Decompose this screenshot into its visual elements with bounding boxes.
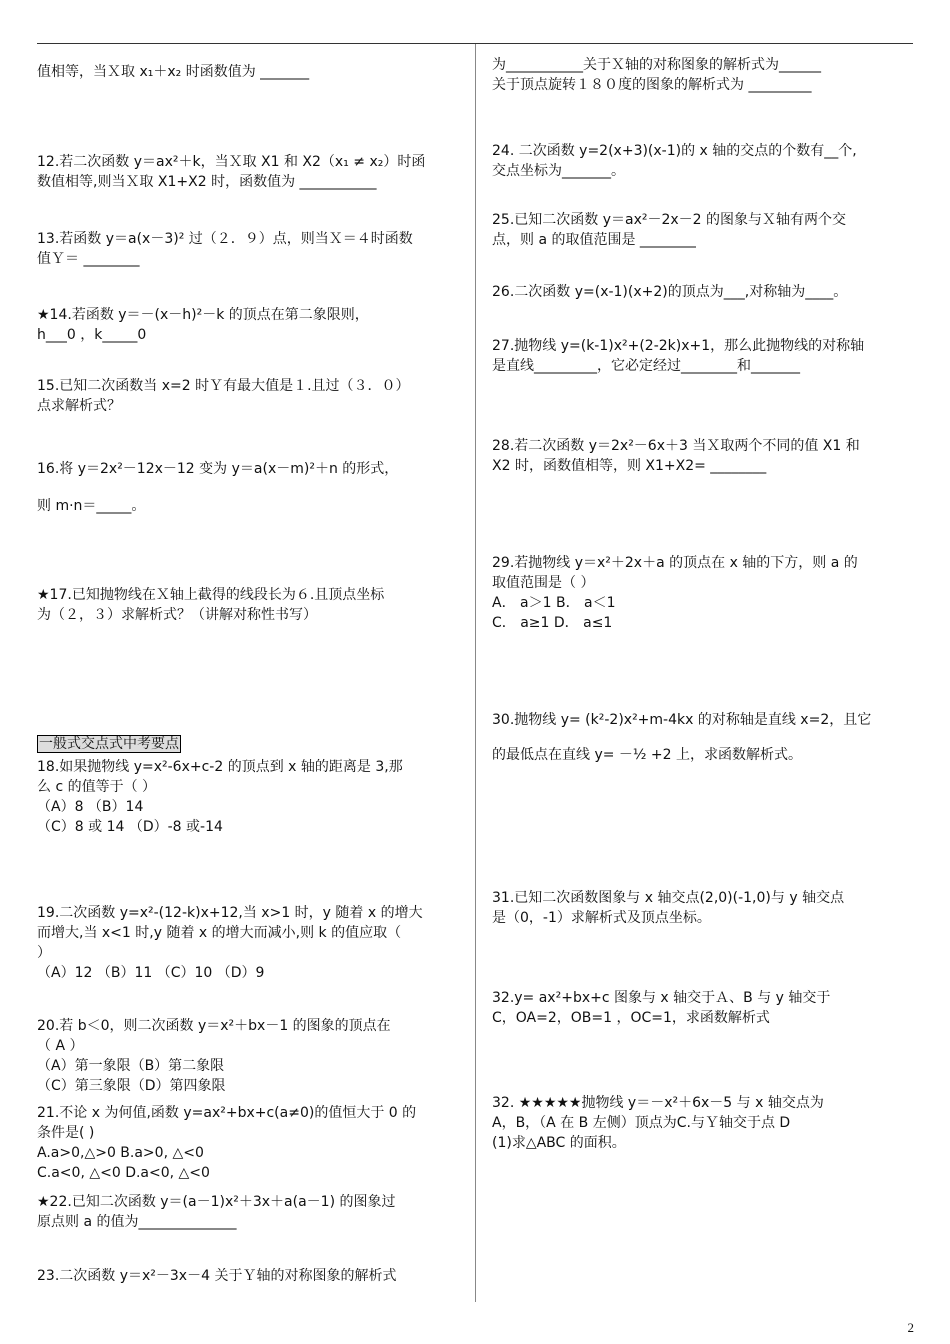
page-number: 2 <box>907 1320 914 1335</box>
section-title: 一般式交点式中考要点 <box>39 736 179 752</box>
question-line: 而增大,当 x<1 时,y 随着 x 的增大而减小,则 k 的值应取（ <box>37 925 402 941</box>
question-line: 的最低点在直线 y= －½ +2 上，求函数解析式。 <box>492 747 803 763</box>
question-item <box>37 376 410 416</box>
question-line: 原点则 a 的值为______________ <box>37 1214 237 1230</box>
question-item <box>492 436 860 476</box>
question-line: 30.抛物线 y= (k²-2)x²+m-4kx 的对称轴是直线 x=2，且它 <box>492 712 872 728</box>
question-line: ★14.若函数 y＝－(x－h)²－k 的顶点在第二象限则， <box>37 307 369 323</box>
question-line: 16.将 y＝2x²－12x－12 变为 y＝a(x－m)²＋n 的形式， <box>37 461 399 477</box>
question-line: 是直线_________，它必定经过________和_______ <box>492 358 800 374</box>
question-line: 数值相等,则当Ｘ取 X1+X2 时，函数值为 ___________ <box>37 174 377 190</box>
question-line: 19.二次函数 y=x²-(12-k)x+12,当 x>1 时，y 随着 x 的增大 <box>37 905 423 921</box>
question-item <box>492 141 857 181</box>
question-line: 28.若二次函数 y＝2x²－6x＋3 当Ｘ取两个不同的值 X1 和 <box>492 438 860 454</box>
question-line: 点，则 a 的取值范围是 ________ <box>492 232 696 248</box>
question-item <box>492 710 871 730</box>
question-line: A． a＞1 B． a＜1 <box>492 595 616 611</box>
question-line: C． a≥1 D． a≤1 <box>492 615 613 631</box>
question-line: （ A ） <box>37 1038 84 1054</box>
question-line: 27.抛物线 y=(k-1)x²+(2-2k)x+1，那么此抛物线的对称轴 <box>492 338 865 354</box>
question-line: （A）8 （B）14 <box>37 799 144 815</box>
question-item <box>492 745 802 765</box>
question-item <box>37 585 384 625</box>
question-line: 为___________关于Ｘ轴的对称图象的解析式为______ <box>492 57 821 73</box>
question-item <box>492 888 844 928</box>
question-line: 么 c 的值等于（ ） <box>37 779 157 795</box>
question-line: 31.已知二次函数图象与 x 轴交点(2,0)(-1,0)与 y 轴交点 <box>492 890 845 906</box>
question-item <box>37 1103 416 1183</box>
question-line: ★22.已知二次函数 y＝(a－1)x²＋3x＋a(a－1) 的图象过 <box>37 1194 396 1210</box>
question-line: 取值范围是（ ） <box>492 575 595 591</box>
question-line: A.a>0,△>0 B.a>0, △<0 <box>37 1145 204 1161</box>
question-line: 关于顶点旋转１８０度的图象的解析式为 _________ <box>492 77 812 93</box>
question-line: h___0 ，k_____0 <box>37 327 147 343</box>
question-line: （C）第三象限（D）第四象限 <box>37 1078 226 1094</box>
question-line: （A）12 （B）11 （C）10 （D）9 <box>37 965 265 981</box>
question-line: 条件是( ) <box>37 1125 95 1141</box>
question-line: 32.y= ax²+bx+c 图象与 x 轴交于Ａ、B 与 y 轴交于 <box>492 990 831 1006</box>
question-line: ★17.已知抛物线在Ｘ轴上截得的线段长为６.且顶点坐标 <box>37 587 385 603</box>
question-item <box>492 553 858 633</box>
question-line: C.a<0, △<0 D.a<0, △<0 <box>37 1165 210 1181</box>
question-item <box>492 336 864 376</box>
question-line: 24. 二次函数 y=2(x+3)(x-1)的 x 轴的交点的个数有__个, <box>492 143 857 159</box>
question-item <box>37 459 398 479</box>
question-item <box>37 496 145 516</box>
question-line: 15.已知二次函数当 x=2 时Ｙ有最大值是１.且过（３．０） <box>37 378 410 394</box>
column-divider <box>475 44 476 1302</box>
question-item <box>37 152 425 192</box>
question-line: 25.已知二次函数 y＝ax²－2x－2 的图象与Ｘ轴有两个交 <box>492 212 847 228</box>
question-item <box>37 903 423 983</box>
question-line: C，OA=2，OB=1 ，OC=1，求函数解析式 <box>492 1010 770 1026</box>
question-line: 23.二次函数 y＝x²－3x－4 关于Ｙ轴的对称图象的解析式 <box>37 1268 397 1284</box>
question-line: 29.若抛物线 y＝x²＋2x＋a 的顶点在 x 轴的下方，则 a 的 <box>492 555 858 571</box>
question-line: 是（0，-1）求解析式及顶点坐标。 <box>492 910 711 926</box>
question-item <box>492 55 821 95</box>
question-item <box>37 1266 396 1286</box>
question-line: 26.二次函数 y=(x-1)(x+2)的顶点为___,对称轴为____。 <box>492 284 848 300</box>
question-line: 则 m·n＝_____。 <box>37 498 146 514</box>
question-line: 点求解析式？ <box>37 398 121 414</box>
question-line: 值相等，当Ｘ取 x₁＋x₂ 时函数值为 _______ <box>37 64 310 80</box>
question-item <box>492 988 830 1028</box>
question-item <box>37 229 413 269</box>
question-line: (1)求△ABC 的面积。 <box>492 1135 626 1151</box>
question-item <box>492 1093 824 1153</box>
question-item <box>37 1192 396 1232</box>
question-line: 值Ｙ＝ ________ <box>37 251 140 267</box>
question-line: 13.若函数 y＝a(x－3)² 过（２．９）点，则当Ｘ＝４时函数 <box>37 231 413 247</box>
question-line: （C）8 或 14 （D）-8 或-14 <box>37 819 223 835</box>
question-line: 交点坐标为_______。 <box>492 163 625 179</box>
question-item <box>37 1016 391 1096</box>
question-line: 20.若 b＜0，则二次函数 y＝x²＋bx－1 的图象的顶点在 <box>37 1018 391 1034</box>
question-line: 21.不论 x 为何值,函数 y=ax²+bx+c(a≠0)的值恒大于 0 的 <box>37 1105 417 1121</box>
question-line: 32. ★★★★★抛物线 y＝－x²＋6x－5 与 x 轴交点为 <box>492 1095 824 1111</box>
question-item <box>492 282 847 302</box>
question-line: 12.若二次函数 y＝ax²＋k，当Ｘ取 X1 和 X2（x₁ ≠ x₂）时函 <box>37 154 426 170</box>
question-item <box>37 305 369 345</box>
question-item <box>37 757 403 837</box>
question-item <box>492 210 846 250</box>
question-line: A，B，（A 在 B 左侧）顶点为C.与Ｙ轴交于点 D <box>492 1115 791 1131</box>
question-line: （A）第一象限（B）第二象限 <box>37 1058 225 1074</box>
question-line: X2 时，函数值相等，则 X1+X2= ________ <box>492 458 767 474</box>
question-item <box>37 62 309 82</box>
question-line: 为（２，３）求解析式？（讲解对称性书写） <box>37 607 317 623</box>
question-line: 18.如果抛物线 y=x²-6x+c-2 的顶点到 x 轴的距离是 3,那 <box>37 759 403 775</box>
question-line: ） <box>37 945 51 961</box>
